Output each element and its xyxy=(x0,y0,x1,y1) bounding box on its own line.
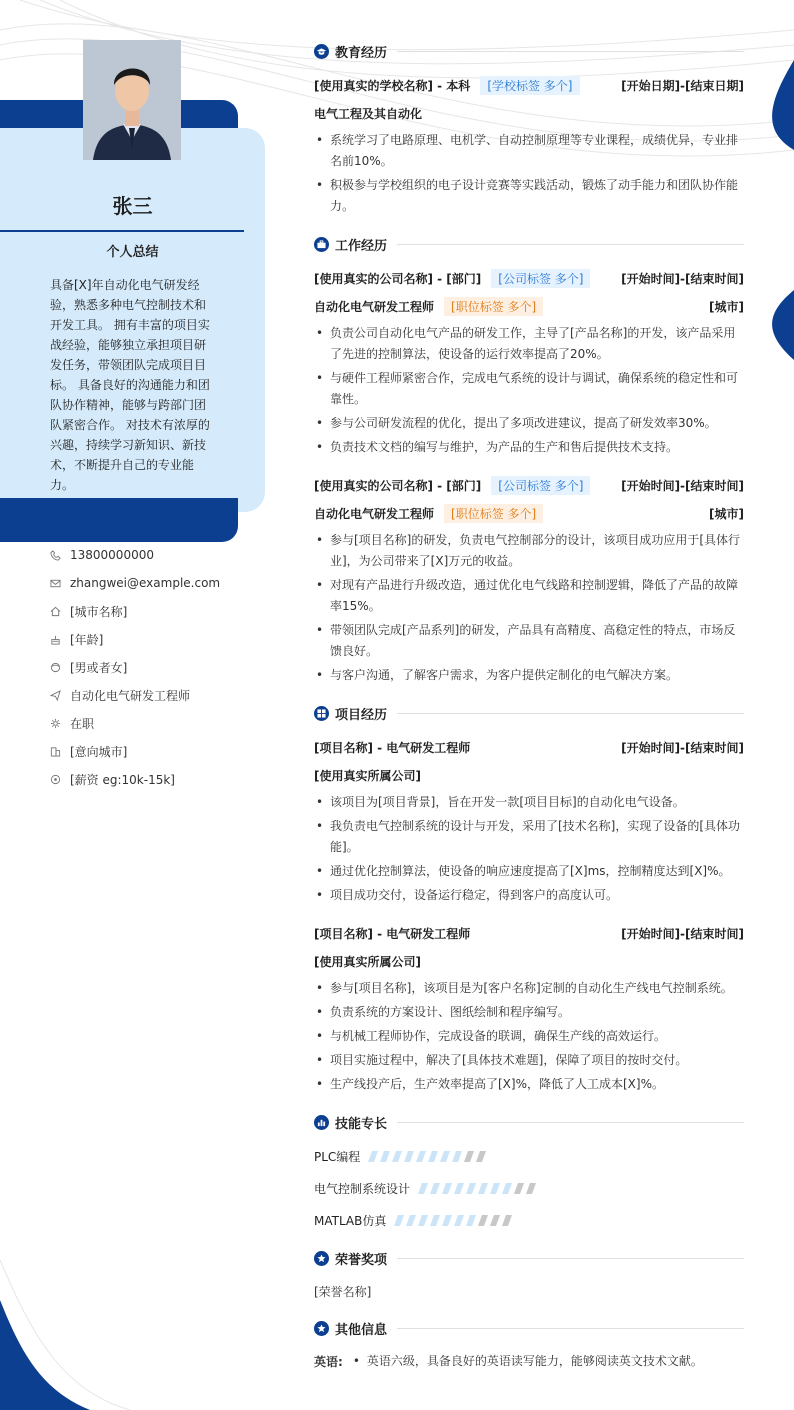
left-wave-bottom xyxy=(0,1300,90,1410)
skill-bar-segment xyxy=(404,1151,414,1162)
position-name: 自动化电气研发工程师 xyxy=(314,299,435,314)
list-item: • 与硬件工程师紧密合作，完成电气系统的设计与调试，确保系统的稳定性和可靠性。 xyxy=(314,368,744,410)
skill-bar-segment xyxy=(418,1215,428,1226)
skill-item xyxy=(314,1177,744,1199)
school-name: [使用真实的学校名称] - 本科 xyxy=(314,78,471,93)
skill-name: 电气控制系统设计 xyxy=(314,1181,411,1196)
skill-bar-segment xyxy=(466,1183,476,1194)
work-header xyxy=(314,233,744,255)
contact-text: zhangwei@example.com xyxy=(70,576,221,590)
left-footer-band xyxy=(0,498,238,542)
school-tag: [学校标签 多个] xyxy=(480,76,579,95)
list-item: • 负责公司自动化电气产品的研发工作，主导了[产品名称]的开发，该产品采用了先进的控制算法，使设备的运行效率提高了20%。 xyxy=(314,323,744,365)
home-icon xyxy=(50,606,61,617)
skill-bar-segment xyxy=(478,1183,488,1194)
skill-bar-segment xyxy=(490,1183,500,1194)
skill-item xyxy=(314,1209,744,1231)
award-icon xyxy=(314,1251,329,1266)
contact-city xyxy=(50,597,240,625)
contact-status xyxy=(50,709,240,737)
other-header xyxy=(314,1317,744,1339)
main-content xyxy=(314,40,744,1375)
other-info xyxy=(314,1351,744,1375)
gender-icon xyxy=(50,662,61,673)
list-item: • 项目实施过程中，解决了[具体技术难题]，保障了项目的按时交付。 xyxy=(314,1050,744,1071)
skill-bar-segment xyxy=(406,1215,416,1226)
skill-bar-segment xyxy=(380,1151,390,1162)
list-item: • 我负责电气控制系统的设计与开发，采用了[技术名称]，实现了设备的[具体功能]。 xyxy=(314,816,744,858)
project-entry xyxy=(314,736,744,906)
graduation-cap-icon xyxy=(314,44,329,59)
section-divider xyxy=(397,244,744,245)
project-company: [使用真实所属公司] xyxy=(314,954,421,969)
skill-bar-segment xyxy=(392,1151,402,1162)
skill-level-bars xyxy=(370,1151,490,1162)
project-bullets xyxy=(314,978,744,1095)
skill-bar-segment xyxy=(478,1215,488,1226)
contact-email xyxy=(50,569,240,597)
work-entry xyxy=(314,267,744,458)
work-entry xyxy=(314,474,744,686)
contact-text: [薪资 eg:10k-15k] xyxy=(70,772,175,787)
grid-icon xyxy=(314,706,329,721)
position-tag: [职位标签 多个] xyxy=(444,297,543,316)
skill-name: PLC编程 xyxy=(314,1149,361,1164)
contact-text: 在职 xyxy=(70,716,95,731)
contact-text: [城市名称] xyxy=(70,604,128,619)
skill-bar-segment xyxy=(430,1183,440,1194)
position-row xyxy=(314,295,744,317)
education-date: [开始日期]-[结束日期] xyxy=(621,78,744,93)
section-divider xyxy=(397,713,744,714)
skill-bar-segment xyxy=(442,1183,452,1194)
contact-phone xyxy=(50,541,240,569)
section-divider xyxy=(397,1258,744,1259)
contact-text: [年龄] xyxy=(70,632,104,647)
contact-text: [意向城市] xyxy=(70,744,128,759)
skill-item xyxy=(314,1145,744,1167)
list-item: • 与机械工程师协作，完成设备的联调，确保生产线的高效运行。 xyxy=(314,1026,744,1047)
company-row xyxy=(314,474,744,496)
section-divider xyxy=(397,51,744,52)
other-title: 其他信息 xyxy=(335,1322,388,1338)
honors-header xyxy=(314,1247,744,1269)
project-name: [项目名称] - 电气研发工程师 xyxy=(314,926,471,941)
skill-bar-segment xyxy=(394,1215,404,1226)
skill-bar-segment xyxy=(502,1183,512,1194)
skills-header xyxy=(314,1111,744,1133)
skill-level-bars xyxy=(420,1183,540,1194)
status-icon xyxy=(50,718,61,729)
skill-bar-segment xyxy=(442,1215,452,1226)
avatar xyxy=(83,40,181,160)
company-name: [使用真实的公司名称] - [部门] xyxy=(314,271,482,286)
skill-name: MATLAB仿真 xyxy=(314,1213,387,1228)
list-item: • 系统学习了电路原理、电机学、自动控制原理等专业课程，成绩优异，专业排名前10%。 xyxy=(314,130,744,172)
right-wave-top xyxy=(772,60,794,150)
work-city: [城市] xyxy=(709,299,744,314)
project-bullets xyxy=(314,792,744,906)
project-row xyxy=(314,922,744,944)
contact-age xyxy=(50,625,240,653)
right-wave-mid xyxy=(772,290,794,360)
bar-chart-icon xyxy=(314,1115,329,1130)
company-tag: [公司标签 多个] xyxy=(491,476,590,495)
skill-bar-segment xyxy=(476,1151,486,1162)
major-name: 电气工程及其自动化 xyxy=(314,106,423,121)
contact-text: [男或者女] xyxy=(70,660,128,675)
skill-bar-segment xyxy=(514,1183,524,1194)
skill-bar-segment xyxy=(368,1151,378,1162)
contact-list xyxy=(50,541,240,793)
summary-text: 具备[X]年自动化电气研发经验，熟悉多种电气控制技术和开发工具。 拥有丰富的项目实战经验，能够独立承担项目研发任务，带领团队完成项目目标。 具备良好的沟通能力和团队协作精神，能够与跨部门团队紧密合作。 对技术有浓厚的兴趣，持续学习新知识、新技术，不断提升自己的专业能力。 xyxy=(50,278,210,492)
list-item: • 负责技术文档的编写与维护，为产品的生产和售后提供技术支持。 xyxy=(314,437,744,458)
education-row xyxy=(314,74,744,96)
list-item: • 对现有产品进行升级改造，通过优化电气线路和控制逻辑，降低了产品的故障率15%。 xyxy=(314,575,744,617)
list-item: • 该项目为[项目背景]，旨在开发一款[项目目标]的自动化电气设备。 xyxy=(314,792,744,813)
work-bullets xyxy=(314,530,744,686)
mail-icon xyxy=(50,578,61,589)
project-entry xyxy=(314,922,744,1095)
list-item: • 通过优化控制算法，使设备的响应速度提高了[X]ms，控制精度达到[X]%。 xyxy=(314,861,744,882)
briefcase-icon xyxy=(314,237,329,252)
contact-text: 自动化电气研发工程师 xyxy=(70,688,191,703)
project-date: [开始时间]-[结束时间] xyxy=(621,926,744,941)
contact-salary xyxy=(50,765,240,793)
work-date: [开始时间]-[结束时间] xyxy=(621,478,744,493)
list-item: • 项目成功交付，设备运行稳定，得到客户的高度认可。 xyxy=(314,885,744,906)
list-item: • 参与公司研发流程的优化，提出了多项改进建议，提高了研发效率30%。 xyxy=(314,413,744,434)
list-item: • 参与[项目名称]，该项目是为[客户名称]定制的自动化生产线电气控制系统。 xyxy=(314,978,744,999)
info-icon xyxy=(314,1321,329,1336)
skill-bar-segment xyxy=(466,1215,476,1226)
education-entry xyxy=(314,74,744,217)
honor-name: [荣誉名称] xyxy=(314,1285,372,1299)
list-item: • 参与[项目名称]的研发，负责电气控制部分的设计，该项目成功应用于[具体行业]，为公司带来了[X]万元的收益。 xyxy=(314,530,744,572)
projects-title: 项目经历 xyxy=(335,707,388,723)
building-icon xyxy=(50,746,61,757)
project-company-row xyxy=(314,764,744,786)
skill-bar-segment xyxy=(464,1151,474,1162)
honors-title: 荣誉奖项 xyxy=(335,1252,388,1268)
name-divider xyxy=(0,230,244,232)
company-tag: [公司标签 多个] xyxy=(491,269,590,288)
skill-bar-segment xyxy=(454,1183,464,1194)
major-row xyxy=(314,102,744,124)
skill-bar-segment xyxy=(430,1215,440,1226)
project-company-row xyxy=(314,950,744,972)
section-divider xyxy=(397,1122,744,1123)
education-bullets xyxy=(314,130,744,217)
list-item: • 负责系统的方案设计、图纸绘制和程序编写。 xyxy=(314,1002,744,1023)
profile-name: 张三 xyxy=(112,194,153,218)
salary-icon xyxy=(50,774,61,785)
list-item: • 带领团队完成[产品系列]的研发，产品具有高精度、高稳定性的特点，市场反馈良好。 xyxy=(314,620,744,662)
skill-bar-segment xyxy=(428,1151,438,1162)
skill-level-bars xyxy=(396,1215,516,1226)
contact-gender xyxy=(50,653,240,681)
skill-bar-segment xyxy=(416,1151,426,1162)
skill-bar-segment xyxy=(418,1183,428,1194)
education-title: 教育经历 xyxy=(335,45,388,61)
list-item: • 积极参与学校组织的电子设计竞赛等实践活动，锻炼了动手能力和团队协作能力。 xyxy=(314,175,744,217)
skill-bar-segment xyxy=(454,1215,464,1226)
skills-list xyxy=(314,1145,744,1231)
list-item: • 与客户沟通，了解客户需求，为客户提供定制化的电气解决方案。 xyxy=(314,665,744,686)
position-row xyxy=(314,502,744,524)
list-item: • 生产线投产后，生产效率提高了[X]%，降低了人工成本[X]%。 xyxy=(314,1074,744,1095)
send-icon xyxy=(50,690,61,701)
phone-icon xyxy=(50,550,61,561)
position-tag: [职位标签 多个] xyxy=(444,504,543,523)
project-date: [开始时间]-[结束时间] xyxy=(621,740,744,755)
work-date: [开始时间]-[结束时间] xyxy=(621,271,744,286)
other-label: 英语: xyxy=(314,1355,343,1369)
skills-title: 技能专长 xyxy=(335,1116,388,1132)
project-name: [项目名称] - 电气研发工程师 xyxy=(314,740,471,755)
work-bullets xyxy=(314,323,744,458)
work-city: [城市] xyxy=(709,506,744,521)
skill-bar-segment xyxy=(440,1151,450,1162)
education-header xyxy=(314,40,744,62)
skill-bar-segment xyxy=(526,1183,536,1194)
projects-header xyxy=(314,702,744,724)
cake-icon xyxy=(50,634,61,645)
summary-title: 个人总结 xyxy=(106,245,159,260)
project-company: [使用真实所属公司] xyxy=(314,768,421,783)
list-item: • 英语六级，具备良好的英语读写能力，能够阅读英文技术文献。 xyxy=(351,1351,703,1372)
skill-bar-segment xyxy=(502,1215,512,1226)
other-bullets xyxy=(351,1351,703,1375)
skill-bar-segment xyxy=(490,1215,500,1226)
contact-target-city xyxy=(50,737,240,765)
contact-text: 13800000000 xyxy=(70,548,154,562)
contact-position xyxy=(50,681,240,709)
section-divider xyxy=(397,1328,744,1329)
company-row xyxy=(314,267,744,289)
work-title: 工作经历 xyxy=(335,238,388,254)
project-row xyxy=(314,736,744,758)
position-name: 自动化电气研发工程师 xyxy=(314,506,435,521)
company-name: [使用真实的公司名称] - [部门] xyxy=(314,478,482,493)
skill-bar-segment xyxy=(452,1151,462,1162)
